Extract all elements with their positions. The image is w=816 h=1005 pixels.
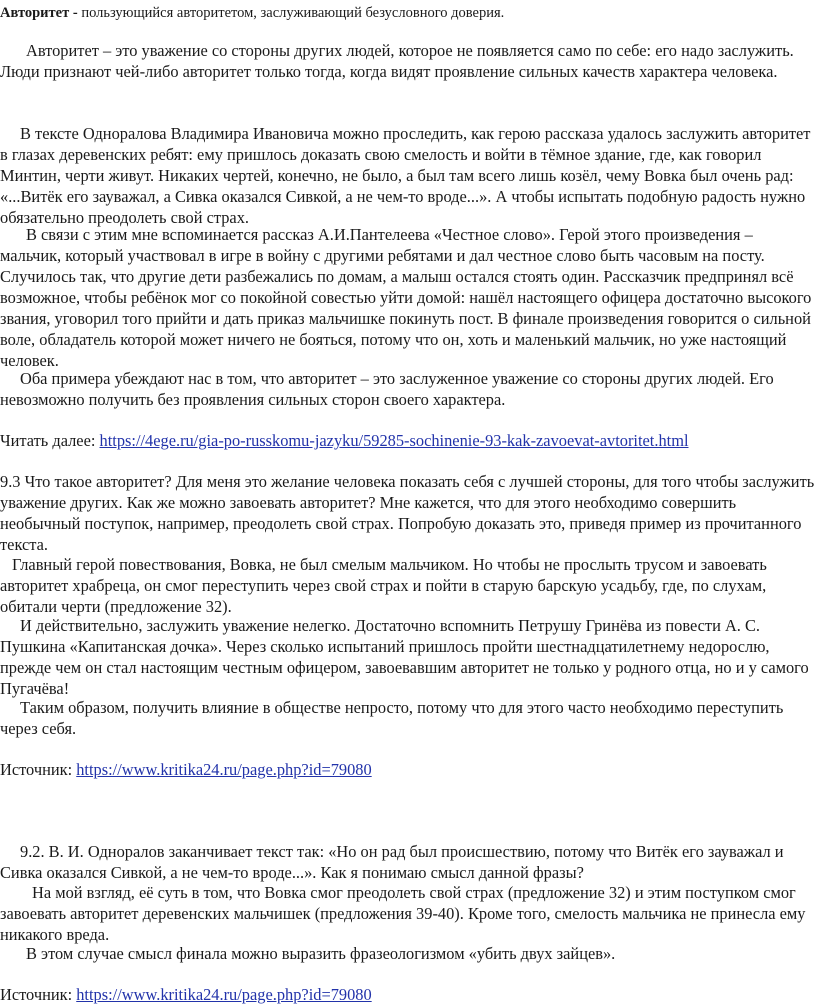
source-2-label: Источник: bbox=[0, 985, 77, 1004]
paragraph-3: В связи с этим мне вспоминается рассказ А.И.Пантелеева «Честное слово». Герой этого произведения – мальчик, который участвовал в игре в войну с другими ребятами и дал честное слово быть часовым на посту. Случилось так, что другие дети разбежались по домам, а малыш остался стоять один. Рассказчик предпринял всё возможное, чтобы ребёнок мог со покойной совестью уйти домой: нашёл настоящего офицера достаточно высокого звания, уговорил того прийти и дать приказ мальчишке покинуть пост. В финале произведения говорится о сильной воле, обладатель которой может ничего не бояться, потому что он, хоть и маленький мальчик, но уже настоящий человек. bbox=[0, 225, 812, 370]
source-1-line bbox=[0, 759, 816, 780]
source-1-link[interactable]: https://www.kritika24.ru/page.php?id=79080 bbox=[76, 760, 372, 779]
paragraph-1: Авторитет – это уважение со стороны других людей, которое не появляется само по себе: его надо заслужить. Люди признают чей-либо авторитет только тогда, когда видят проявление сильных качеств характера человека. bbox=[0, 41, 794, 81]
source-1-label: Источник: bbox=[0, 760, 77, 779]
paragraph-2: В тексте Однoралова Владимира Ивановича можно проследить, как герою рассказа удалось заслужить авторитет в глазах деревенских ребят: ему пришлось доказать свою смелость и войти в тёмное здание, где, как говорил Минтин, черти живут. Никаких чертей, конечно, не было, а был там всего лишь козёл, чему Вовка был очень рад: «...Витёк его зауважал, а Сивка оказался Сивкой, а не чем-то вроде...». А чтобы испытать подобную радость нужно обязательно преодолеть свой страх. bbox=[0, 124, 811, 227]
read-more-line bbox=[0, 430, 816, 451]
definition-text: пользующийся авторитетом, заслуживающий безусловного доверия. bbox=[77, 5, 505, 21]
paragraph-10: На мой взгляд, её суть в том, что Вовка смог преодолеть свой страх (предложение 32) и этим поступком смог завоевать авторитет деревенских мальчишек (предложения 39-40). Кроме того, смелость мальчика не принесла ему никакого вреда. bbox=[0, 883, 806, 944]
definition-term: Авторитет - bbox=[0, 5, 78, 21]
paragraph-7: И действительно, заслужить уважение нелегко. Достаточно вспомнить Петрушу Гринёва из повести А. С. Пушкина «Капитанская дочка». Через сколько испытаний пришлось пройти шестнадцатилетнему недорослю, прежде чем он стал настоящим честным офицером, завоевавшим авторитет не только у родного отца, но и у самого Пугачёва! bbox=[0, 616, 809, 698]
paragraph-5: 9.3 Что такое авторитет? Для меня это желание человека показать себя с лучшей стороны, для того чтобы заслужить уважение других. Как же можно завоевать авторитет? Мне кажется, что для этого необходимо совершить необычный поступок, например, преодолеть свой страх. Попробую доказать это, приведя пример из прочитанного текста. bbox=[0, 472, 815, 554]
paragraph-11: В этом случае смысл финала можно выразить фразеологизмом «убить двух зайцев». bbox=[26, 944, 616, 963]
read-more-link[interactable]: https://4ege.ru/gia-po-russkomu-jazyku/59285-sochinenie-93-kak-zavoevat-avtoritet.html bbox=[99, 431, 689, 450]
read-more-label: Читать далее: bbox=[0, 431, 100, 450]
source-2-line bbox=[0, 984, 816, 1005]
paragraph-6: Главный герой повествования, Вовка, не был смелым мальчиком. Но чтобы не прослыть трусом и завоевать авторитет храбреца, он смог переступить через свой страх и пойти в старую барскую усадьбу, где, по слухам, обитали черти (предложение 32). bbox=[0, 555, 767, 616]
definition-line bbox=[0, 4, 816, 22]
paragraph-8: Таким образом, получить влияние в обществе непросто, потому что для этого часто необходимо переступить через себя. bbox=[0, 698, 784, 738]
paragraph-9: 9.2. В. И. Однoралов заканчивает текст так: «Но он рад был происшествию, потому что Витёк его зауважал и Сивка оказался Сивкой, а не чем-то вроде...». Как я понимаю смысл данной фразы? bbox=[0, 842, 784, 882]
source-2-link[interactable]: https://www.kritika24.ru/page.php?id=79080 bbox=[76, 985, 372, 1004]
paragraph-4: Оба примера убеждают нас в том, что авторитет – это заслуженное уважение со стороны других людей. Его невозможно получить без проявления сильных сторон своего характера. bbox=[0, 369, 774, 409]
